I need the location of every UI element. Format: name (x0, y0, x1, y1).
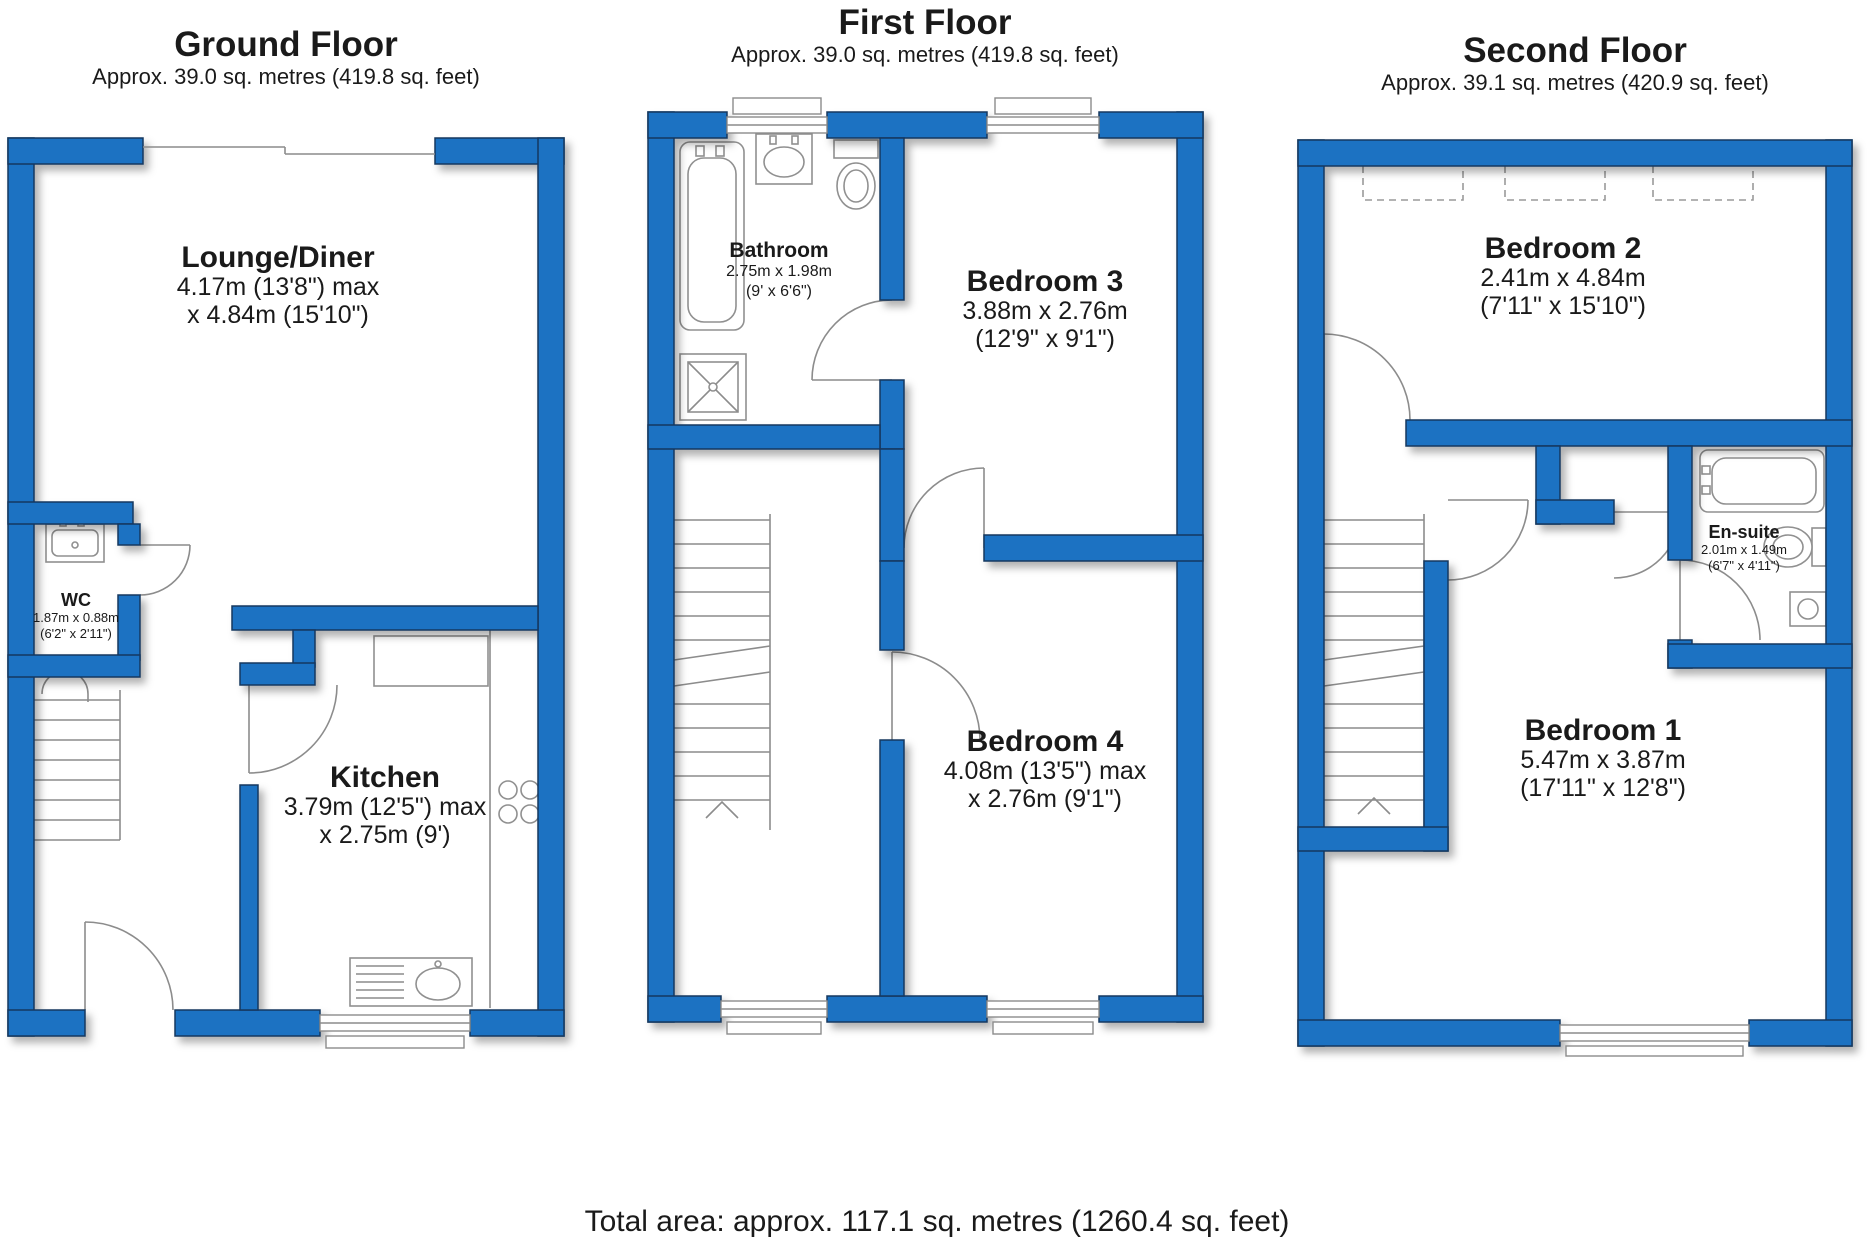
kitchen-cabinet (374, 636, 488, 686)
floor-title-second (1381, 32, 1769, 96)
room-label-bathroom: Bathroom 2.75m x 1.98m (9' x 6'6") (726, 239, 832, 300)
room-label-bedroom4: Bedroom 4 4.08m (13'5") max x 2.76m (9'1") (943, 725, 1147, 813)
eaves-storage-dashed (1363, 166, 1753, 200)
floor-title-text: Ground Floor (174, 25, 398, 64)
floor-title-first (731, 4, 1119, 68)
bathroom-sink (756, 134, 812, 184)
toilet (834, 140, 878, 209)
floor-area-text: Approx. 39.0 sq. metres (419.8 sq. feet) (92, 64, 480, 89)
kitchen-hob (499, 781, 539, 823)
room-label-bedroom2: Bedroom 2 2.41m x 4.84m (7'11" x 15'10") (1480, 232, 1646, 320)
room-label-wc: WC 1.87m x 0.88m (6'2" x 2'11") (33, 590, 119, 641)
second-floor-stairs (1324, 514, 1424, 827)
total-area-caption: Total area: approx. 117.1 sq. metres (1260.4 sq. feet) (584, 1205, 1290, 1238)
room-label-lounge: Lounge/Diner 4.17m (13'8") max x 4.84m (15'10") (176, 241, 380, 329)
room-label-kitchen: Kitchen 3.79m (12'5") max x 2.75m (9') (283, 761, 487, 849)
ensuite-sink (1790, 592, 1826, 626)
ground-floor-stairs (34, 671, 120, 840)
floor-area-text: Approx. 39.0 sq. metres (419.8 sq. feet) (731, 42, 1119, 67)
kitchen-sink-unit (350, 958, 472, 1006)
floor-title-text: First Floor (838, 3, 1012, 42)
ensuite-bath (1700, 450, 1824, 512)
floor-title-ground (92, 26, 480, 90)
room-label-bedroom3: Bedroom 3 3.88m x 2.76m (12'9" x 9'1") (962, 265, 1128, 353)
floor-area-text: Approx. 39.1 sq. metres (420.9 sq. feet) (1381, 70, 1769, 95)
first-floor-stairs (674, 514, 770, 830)
floor-title-text: Second Floor (1463, 31, 1687, 70)
second-floor-windows (1560, 1025, 1749, 1056)
shower (680, 354, 746, 420)
room-label-ensuite: En-suite 2.01m x 1.49m (6'7" x 4'11") (1701, 522, 1787, 573)
room-label-bedroom1: Bedroom 1 5.47m x 3.87m (17'11" x 12'8") (1520, 714, 1686, 802)
